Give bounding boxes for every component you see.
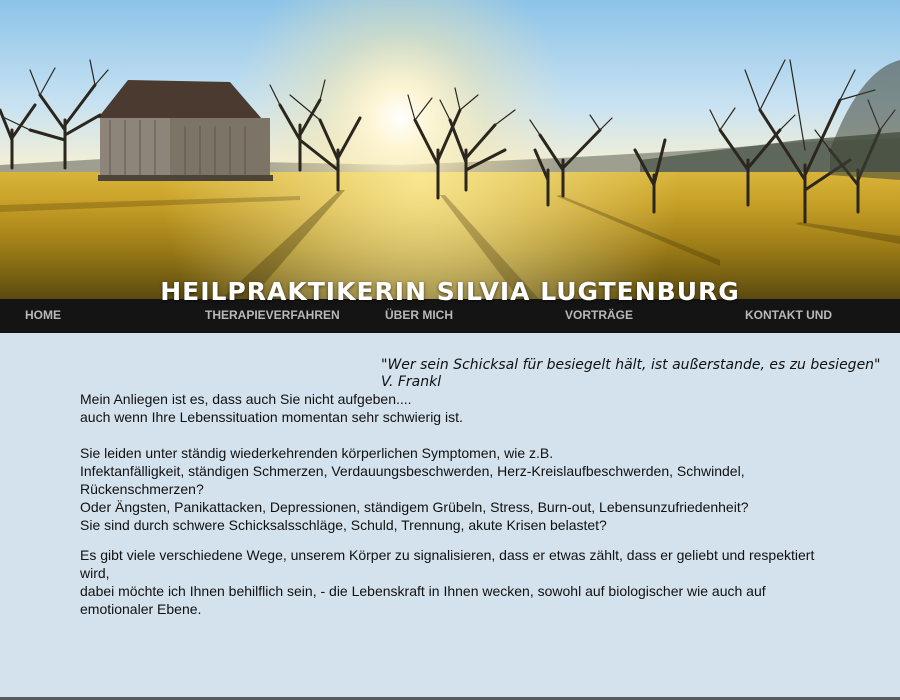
intro-line-2: auch wenn Ihre Lebenssituation momentan sehr schwierig ist. (80, 409, 463, 425)
quote-block (381, 357, 891, 391)
closing-paragraph-1: Es gibt viele verschiedene Wege, unserem Körper zu signalisieren, dass er etwas zählt, dass er geliebt und respektiert wird, (80, 547, 815, 581)
symptoms-list: Infektanfälligkeit, ständigen Schmerzen, Verdauungsbeschwerden, Herz-Kreislaufbeschwerden, Schwindel, Rückenschmerzen? (80, 463, 745, 497)
nav-item-ueber-mich[interactable]: ÜBER MICH (385, 308, 453, 322)
intro-line-1: Mein Anliegen ist es, dass auch Sie nicht aufgeben.... (80, 391, 412, 407)
header-landscape-image (0, 0, 900, 300)
quote-text: "Wer sein Schicksal für besiegelt hält, ist außerstande, es zu besiegen" (381, 357, 881, 373)
site-title: HEILPRAKTIKERIN SILVIA LUGTENBURG (160, 277, 740, 306)
symptoms-question: Sie leiden unter ständig wiederkehrenden körperlichen Symptomen, wie z.B. (80, 445, 554, 461)
nav-item-kontakt[interactable]: KONTAKT UND (745, 308, 833, 322)
main-content (80, 390, 825, 618)
spacer (80, 426, 825, 444)
header-banner (0, 0, 900, 300)
spacer (80, 534, 825, 546)
nav-item-vortraege[interactable]: VORTRÄGE (565, 308, 634, 322)
crisis-question: Sie sind durch schwere Schicksalsschläge, Schuld, Trennung, akute Krisen belastet? (80, 517, 607, 533)
nav-item-home[interactable]: HOME (25, 308, 61, 322)
quote-author: V. Frankl (381, 374, 442, 390)
closing-paragraph-2: dabei möchte ich Ihnen behilflich sein, - die Lebenskraft in Ihnen wecken, sowohl auf biologischer wie auch auf emotionaler Ebene. (80, 583, 766, 617)
anxiety-question: Oder Ängsten, Panikattacken, Depressionen, ständigem Grübeln, Stress, Burn-out, Lebensunzufriedenheit? (80, 499, 749, 515)
nav-item-therapieverfahren[interactable]: THERAPIEVERFAHREN (205, 308, 340, 322)
